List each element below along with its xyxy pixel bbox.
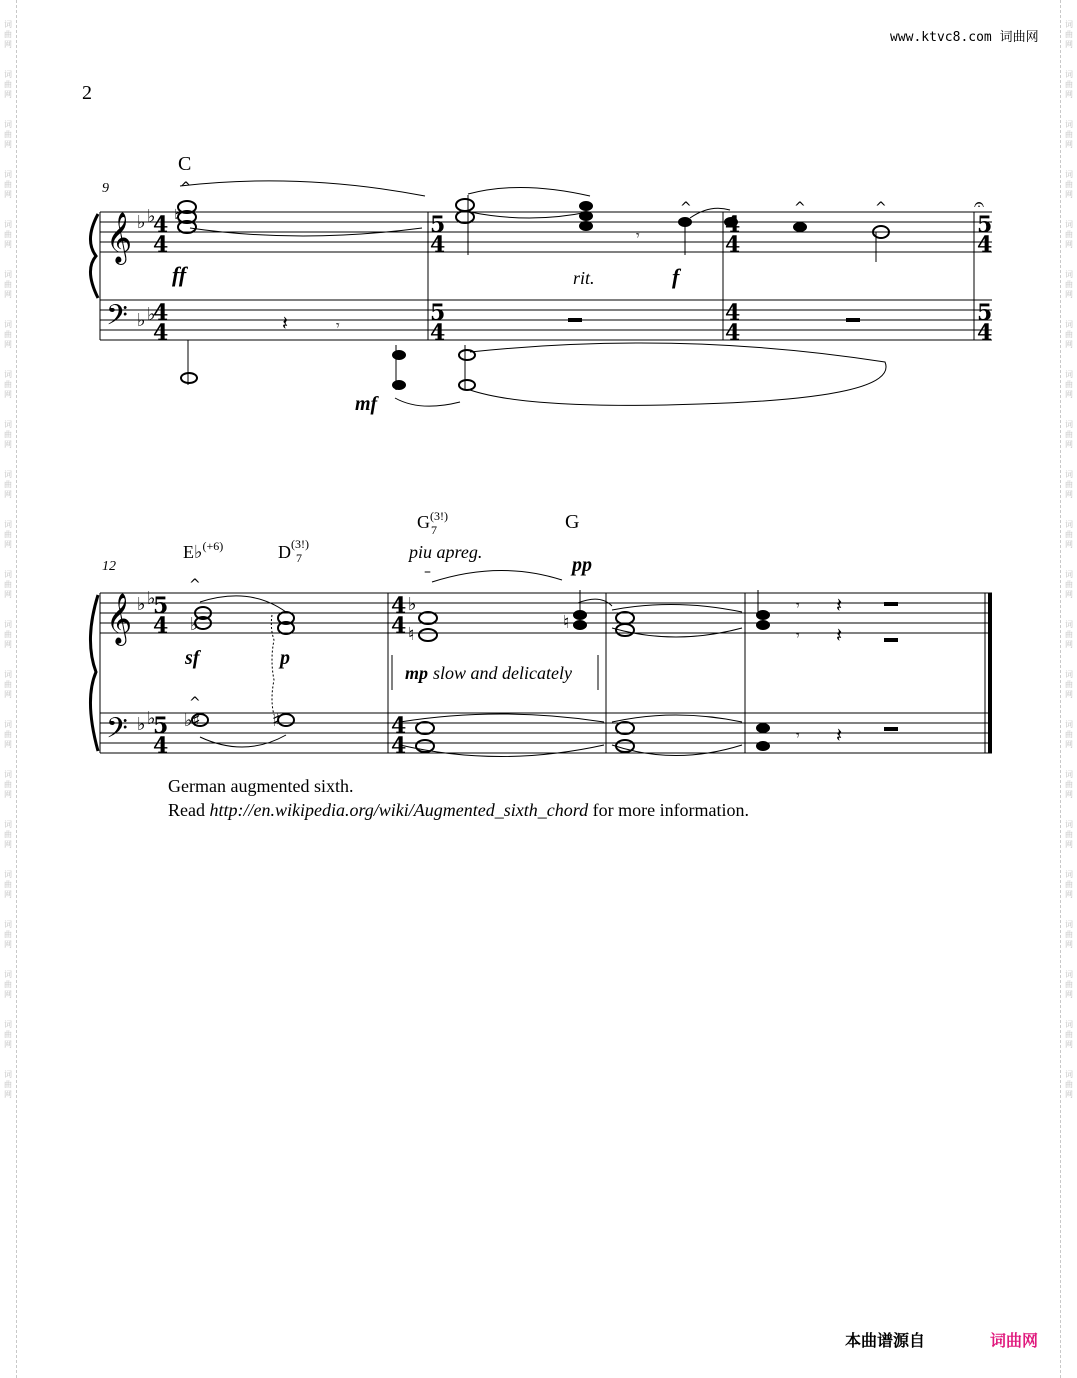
watermark-text: 词 曲 网: [1065, 320, 1073, 349]
measure-number-9: 9: [102, 181, 109, 196]
footnote-link[interactable]: http://en.wikipedia.org/wiki/Augmented_sixth_chord: [209, 800, 589, 820]
svg-text:♭: ♭: [137, 714, 146, 735]
mp-slow-marking: mp slow and delicately: [405, 663, 572, 683]
svg-text:4: 4: [153, 232, 169, 258]
watermark-text: 词 曲 网: [1065, 420, 1073, 449]
svg-text:4: 4: [391, 713, 407, 739]
watermark-text: 词 曲 网: [4, 970, 12, 999]
chord-eb: E♭$^{(+6)}$: [183, 539, 224, 562]
watermark-text: 词 曲 网: [4, 720, 12, 749]
svg-text:𝄾: 𝄾: [636, 228, 640, 244]
articulations: [180, 180, 984, 747]
svg-text:𝄾: 𝄾: [336, 318, 340, 334]
svg-text:5: 5: [153, 713, 169, 739]
piu-apreg: piu apreg.: [409, 542, 483, 562]
dynamic-ff: ff: [172, 262, 187, 287]
svg-text:♯: ♯: [192, 710, 201, 731]
svg-text:^: ^: [180, 180, 192, 196]
svg-text:^: ^: [680, 200, 692, 216]
svg-text:4: 4: [977, 320, 993, 346]
watermark-text: 词 曲 网: [1065, 920, 1073, 949]
dynamic-mf: mf: [355, 393, 378, 415]
svg-text:𝄽: 𝄽: [836, 723, 843, 747]
svg-text:♭: ♭: [190, 614, 199, 635]
chord-g: G: [565, 511, 580, 533]
chord-symbol-c: C: [178, 153, 192, 175]
watermark-text: 词 曲 网: [1065, 470, 1073, 499]
svg-text:♭: ♭: [137, 212, 146, 233]
treble-staff-2: [100, 593, 992, 633]
watermark-text: 词 曲 网: [4, 20, 12, 49]
watermark-text: 词 曲 网: [1065, 670, 1073, 699]
watermark-text: 词 曲 网: [4, 320, 12, 349]
watermark-text: 词 曲 网: [4, 920, 12, 949]
watermark-text: 词 曲 网: [4, 1070, 12, 1099]
svg-text:𝄽: 𝄽: [836, 593, 843, 617]
svg-text:4: 4: [430, 232, 446, 258]
svg-text:♭: ♭: [147, 206, 156, 227]
svg-text:♭: ♭: [147, 708, 156, 729]
svg-text:𝄾: 𝄾: [796, 598, 800, 614]
watermark-text: 词 曲 网: [4, 220, 12, 249]
watermark-text: 词 曲 网: [1065, 270, 1073, 299]
svg-text:^: ^: [875, 200, 887, 216]
svg-text:𝄽: 𝄽: [282, 311, 289, 335]
footnote-tail: for more information.: [588, 800, 750, 820]
watermark-text: 词 曲 网: [4, 170, 12, 199]
svg-text:4: 4: [725, 212, 741, 238]
svg-text:4: 4: [153, 300, 169, 326]
svg-text:𝄽: 𝄽: [836, 623, 843, 647]
watermark-text: 词 曲 网: [1065, 120, 1073, 149]
svg-text:4: 4: [977, 232, 993, 258]
watermark-text: 词 曲 网: [4, 670, 12, 699]
chord-g7: $G^{(3!)}$ 7: [417, 509, 448, 537]
time-signatures: [153, 212, 992, 759]
svg-text:4: 4: [725, 300, 741, 326]
brace: [90, 595, 98, 751]
footer-source-label: 本曲谱源自: [845, 1331, 926, 1350]
svg-text:♮: ♮: [408, 624, 415, 645]
watermark-text: 词 曲 网: [1065, 170, 1073, 199]
watermark-text: 词 曲 网: [1065, 570, 1073, 599]
watermark-text: 词 曲 网: [1065, 720, 1073, 749]
svg-text:♭: ♭: [137, 310, 146, 331]
svg-text:4: 4: [153, 733, 169, 759]
svg-text:4: 4: [725, 232, 741, 258]
svg-text:5: 5: [153, 593, 169, 619]
dynamic-sf: sf: [185, 647, 200, 669]
watermark-text: 词 曲 网: [1065, 20, 1073, 49]
dynamic-pp: pp: [572, 554, 592, 576]
watermark-text: 词 曲 网: [4, 520, 12, 549]
watermark-text: 词 曲 网: [1065, 620, 1073, 649]
watermark-text: 词 曲 网: [4, 870, 12, 899]
svg-text:♭: ♭: [147, 304, 156, 325]
watermark-text: 词 曲 网: [4, 70, 12, 99]
footnote-read: Read: [168, 800, 210, 820]
svg-text:𝄐: 𝄐: [974, 194, 985, 215]
watermark-text: 词 曲 网: [4, 470, 12, 499]
svg-text:♭: ♭: [408, 594, 417, 615]
svg-text:4: 4: [430, 320, 446, 346]
svg-text:5: 5: [430, 300, 446, 326]
svg-text:4: 4: [153, 320, 169, 346]
svg-text:–: –: [424, 564, 431, 580]
svg-text:4: 4: [391, 593, 407, 619]
clefs: [106, 212, 132, 752]
footnote-line-1: German augmented sixth.: [168, 776, 354, 796]
watermark-text: 词 曲 网: [4, 270, 12, 299]
rit-marking: rit.: [573, 268, 595, 288]
watermark-text: 词 曲 网: [4, 370, 12, 399]
page-number: 2: [82, 82, 92, 104]
watermark-text: 词 曲 网: [4, 620, 12, 649]
svg-text:𝄾: 𝄾: [796, 728, 800, 744]
svg-text:^: ^: [189, 695, 201, 711]
svg-text:𝄾: 𝄾: [796, 628, 800, 644]
footnote-line-2: [168, 800, 749, 821]
svg-text:𝄞: 𝄞: [106, 212, 133, 263]
chord-d7: $D^{(3!)}$ 7: [278, 537, 309, 565]
svg-text:♯: ♯: [272, 710, 281, 731]
svg-text:♭: ♭: [147, 588, 156, 609]
site-url: www.ktvc8.com 词曲网: [890, 30, 1039, 45]
svg-text:5: 5: [430, 212, 446, 238]
svg-text:5: 5: [977, 300, 993, 326]
svg-text:𝄢: 𝄢: [106, 712, 128, 752]
brace: [90, 214, 98, 298]
watermark-text: 词 曲 网: [4, 1020, 12, 1049]
measure-number-12: 12: [102, 559, 116, 574]
svg-text:4: 4: [725, 320, 741, 346]
svg-text:5: 5: [977, 212, 993, 238]
watermark-text: 词 曲 网: [4, 570, 12, 599]
watermark-text: 词 曲 网: [4, 820, 12, 849]
watermark-text: 词 曲 网: [1065, 370, 1073, 399]
system-1: [90, 181, 992, 406]
watermark-text: 词 曲 网: [1065, 1020, 1073, 1049]
watermark-text: 词 曲 网: [1065, 770, 1073, 799]
svg-text:4: 4: [153, 613, 169, 639]
svg-text:♮: ♮: [174, 206, 181, 227]
svg-text:^: ^: [189, 577, 201, 593]
svg-text:𝄢: 𝄢: [106, 299, 128, 339]
watermark-text: 词 曲 网: [1065, 1070, 1073, 1099]
watermark-text: 词 曲 网: [4, 770, 12, 799]
watermark-text: 词 曲 网: [1065, 220, 1073, 249]
watermark-text: 词 曲 网: [4, 420, 12, 449]
accidentals: [137, 206, 569, 735]
svg-text:4: 4: [391, 733, 407, 759]
dynamic-p: p: [280, 647, 290, 669]
watermark-text: 词 曲 网: [1065, 970, 1073, 999]
svg-text:♮: ♮: [563, 612, 570, 633]
dynamic-f: f: [672, 264, 680, 289]
svg-text:4: 4: [153, 212, 169, 238]
watermark-text: 词 曲 网: [1065, 70, 1073, 99]
watermark-text: 词 曲 网: [1065, 520, 1073, 549]
watermark-text: 词 曲 网: [4, 120, 12, 149]
footer-brand[interactable]: 词曲网: [990, 1331, 1039, 1350]
svg-text:^: ^: [794, 200, 806, 216]
watermark-text: 词 曲 网: [1065, 870, 1073, 899]
svg-text:♭: ♭: [184, 710, 193, 731]
svg-text:♭: ♭: [137, 594, 146, 615]
watermark-text: 词 曲 网: [1065, 820, 1073, 849]
svg-text:4: 4: [391, 613, 407, 639]
svg-text:𝄞: 𝄞: [106, 593, 133, 644]
